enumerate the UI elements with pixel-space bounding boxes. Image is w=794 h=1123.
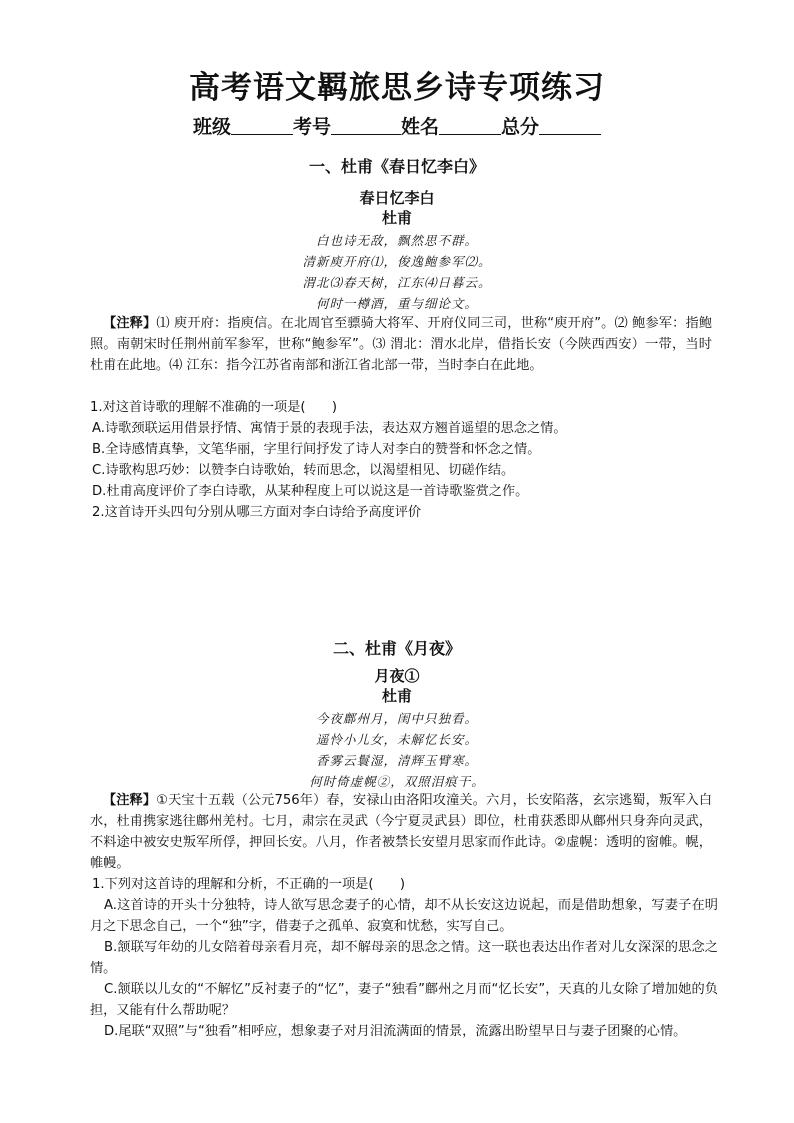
annotation-text: ⑴ 庾开府：指庾信。在北周官至骠骑大将军、开府仪同三司，世称“庾开府”。⑵ 鲍参军：指鲍照。南朝宋时任荆州前军参军，世称“鲍参军”。⑶ 渭北：渭水北岸，借指长安（今陕西西安）一带，当时杜甫在此地。⑷ 江东：指今江苏省南部和浙江省北部一带，当时李白在此地。 [90,316,713,373]
score-blank[interactable] [539,116,601,135]
question [90,397,720,523]
option-a[interactable]: A.诗歌颈联运用借景抒情、寓情于景的表现手法，表达双方翘首遥望的思念之情。 [92,421,567,436]
question-stem: 2.这首诗开头四句分别从哪三方面对李白诗给予高度评价 [92,505,422,520]
option-d[interactable]: D.杜甫高度评价了李白诗歌，从某种程度上可以说这是一首诗歌鉴赏之作。 [92,484,529,499]
option-c[interactable]: C.诗歌构思巧妙：以赞李白诗歌始，转而思念，以渴望相见、切磋作结。 [92,463,515,478]
annotation-text: ①天宝十五载（公元756年）春，安禄山由洛阳攻潼关。六月，长安陷落，玄宗逃蜀，叛军入白水，杜甫携家逃往鄜州羌村。七月，肃宗在灵武（今宁夏灵武县）即位，杜甫获悉即从鄜州只身奔向灵武，不料途中被安史叛军所俘，押回长安。八月，作者被禁长安望月思家而作此诗。②虚幌：透明的窗帷。幌，帷幔。 [90,793,713,871]
option-a[interactable]: A.这首诗的开头十分独特，诗人欲写思念妻子的心情，却不从长安这边说起，而是借助想象，写妻子在明月之下思念自己，一个“独”字，借妻子之孤单、寂寞和忧愁，实写自己。 [90,898,718,934]
poem-verse: 渭北⑶春天树，江东⑷日暮云。 [302,275,492,290]
poem-title: 月夜① [374,667,420,685]
poem-title: 春日忆李白 [359,189,435,207]
poem-verse: 清新庾开府⑴，俊逸鲍参军⑵。 [302,254,492,269]
question-stem: 1.对这首诗歌的理解不准确的一项是( ) [90,400,338,415]
option-b[interactable]: B.颔联写年幼的儿女陪着母亲看月亮，却不解母亲的思念之情。这一联也表达出作者对儿女深深的思念之情。 [90,940,718,976]
page-title: 高考语文羁旅思乡诗专项练习 [189,70,605,106]
poem-verse: 白也诗无敌，飘然思不群。 [315,233,478,248]
poem-verse: 今夜鄜州月，闺中只独看。 [315,711,478,726]
option-b[interactable]: B.全诗感情真挚，文笔华丽，字里行间抒发了诗人对李白的赞誉和怀念之情。 [92,442,541,457]
poem-verse: 何时一樽酒，重与细论文。 [315,296,478,311]
student-info-line [0,112,794,139]
annotation-lead: 【注释】 [103,316,157,331]
section-heading: 二、杜甫《月夜》 [332,639,461,658]
section-heading: 一、杜甫《春日忆李白》 [308,157,485,176]
poem-verse: 何时倚虚幌②，双照泪痕干。 [309,774,485,789]
name-label: 姓名 [401,116,440,138]
annotation [90,790,712,874]
question-stem: 1.下列对这首诗的理解和分析，不正确的一项是( ) [92,877,405,892]
annotation-lead: 【注释】 [102,793,157,808]
option-c[interactable]: C.颔联以儿女的“不解忆”反衬妻子的“忆”，妻子“独看”鄜州之月而“忆长安”，天真的儿女除了增加她的负担，又能有什么帮助呢？ [90,982,718,1018]
name-blank[interactable] [439,116,501,135]
annotation [90,313,712,376]
question [90,874,718,1042]
class-blank[interactable] [231,116,293,135]
number-label: 考号 [292,116,331,138]
number-blank[interactable] [331,116,401,135]
score-label: 总分 [501,116,540,138]
class-label: 班级 [192,116,231,138]
poem-author: 杜甫 [381,687,412,705]
poem-author: 杜甫 [381,209,412,227]
poem-verse: 香雾云鬟湿，清辉玉臂寒。 [315,753,478,768]
option-d[interactable]: D.尾联“双照”与“独看”相呼应，想象妻子对月泪流满面的情景，流露出盼望早日与妻子团聚的心情。 [104,1024,687,1039]
poem-verse: 遥怜小儿女，未解忆长安。 [315,732,478,747]
